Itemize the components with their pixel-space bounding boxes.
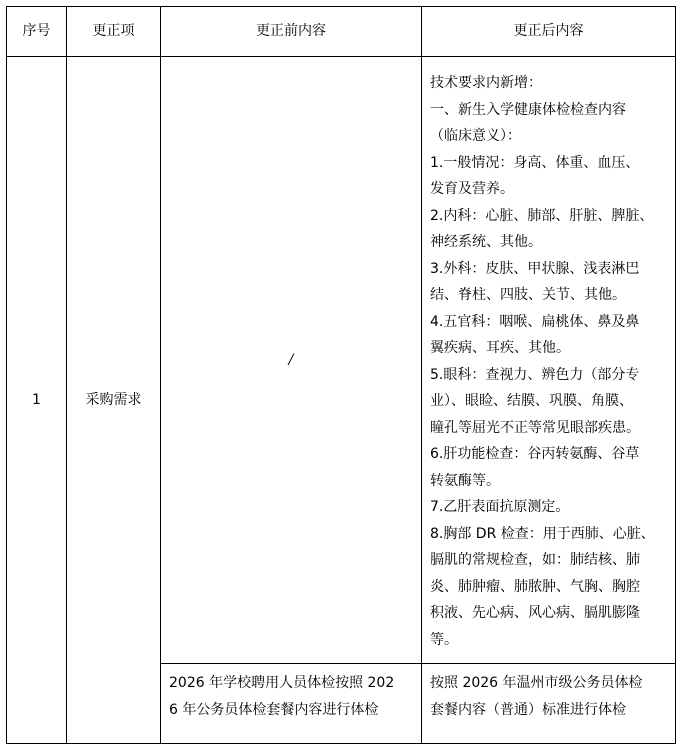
after-line: 1.一般情况：身高、体重、血压、 (430, 154, 640, 171)
after-line: 膈肌的常规检查，如：肺结核、肺 (430, 552, 640, 568)
after-line: 6.肝功能检查：谷丙转氨酶、谷草 (430, 446, 640, 462)
row1-item: 采购需求 (85, 391, 142, 408)
before-bottom-line: 2026 年学校聘用人员体检按照 202 (169, 675, 395, 691)
after-line: 2.内科：心脏、肺部、肝脏、脾脏、 (430, 207, 654, 224)
after-line: 神经系统、其他。 (430, 234, 542, 250)
after-line: 等。 (430, 631, 458, 648)
row1-after-cell (422, 70, 675, 660)
table-border-right (675, 6, 676, 744)
row1-before-bottom-cell (161, 664, 421, 743)
row1-seq: 1 (32, 391, 41, 408)
after-line: 5.眼科：查视力、辨色力（部分专 (430, 366, 640, 383)
header-seq (7, 7, 66, 56)
after-bottom-line: 套餐内容（普通）标准进行体检 (430, 702, 626, 718)
after-line: 业）、眼睑、结膜、巩膜、角膜、 (430, 393, 633, 409)
after-line: 3.外科：皮肤、甲状腺、浅表淋巴 (430, 260, 640, 277)
header-before-text: 更正前内容 (256, 23, 326, 40)
row1-before-slash: / (288, 351, 294, 368)
after-line: 积液、先心病、风心病、膈肌膨隆 (430, 605, 640, 621)
after-line: 炎、肺肿瘤、肺脓肿、气胸、胸腔 (430, 578, 640, 595)
row1-before-cell (161, 57, 421, 663)
after-line: 4.五官科：咽喉、扁桃体、鼻及鼻 (430, 313, 640, 330)
header-after (422, 7, 675, 56)
row1-seq-cell (7, 57, 66, 743)
header-item-text: 更正项 (92, 23, 135, 40)
after-line: 一、新生入学健康体检检查内容 (430, 101, 626, 118)
header-item (67, 7, 160, 56)
after-line: 结、脊柱、四肢、关节、其他。 (430, 287, 626, 303)
after-line: 技术要求内新增： (430, 75, 542, 91)
header-after-text: 更正后内容 (513, 23, 584, 40)
after-line: 翼疾病、耳疾、其他。 (430, 340, 570, 356)
row1-after-bottom-cell (422, 664, 675, 743)
after-line: 8.胸部 DR 检查：用于西肺、心脏、 (430, 525, 655, 542)
after-line: （临床意义）： (430, 128, 521, 144)
row1-item-cell (67, 57, 160, 743)
after-line: 发育及营养。 (430, 181, 514, 197)
header-seq-text: 序号 (22, 23, 51, 40)
after-line: 7.乙肝表面抗原测定。 (430, 499, 570, 515)
table-border-bottom (6, 743, 676, 744)
after-bottom-line: 按照 2026 年温州市级公务员体检 (430, 675, 643, 691)
after-line: 瞳孔等屈光不正等常见眼部疾患。 (430, 419, 640, 436)
header-before (161, 7, 421, 56)
before-bottom-line: 6 年公务员体检套餐内容进行体检 (169, 702, 379, 718)
after-line: 转氨酶等。 (430, 472, 500, 489)
